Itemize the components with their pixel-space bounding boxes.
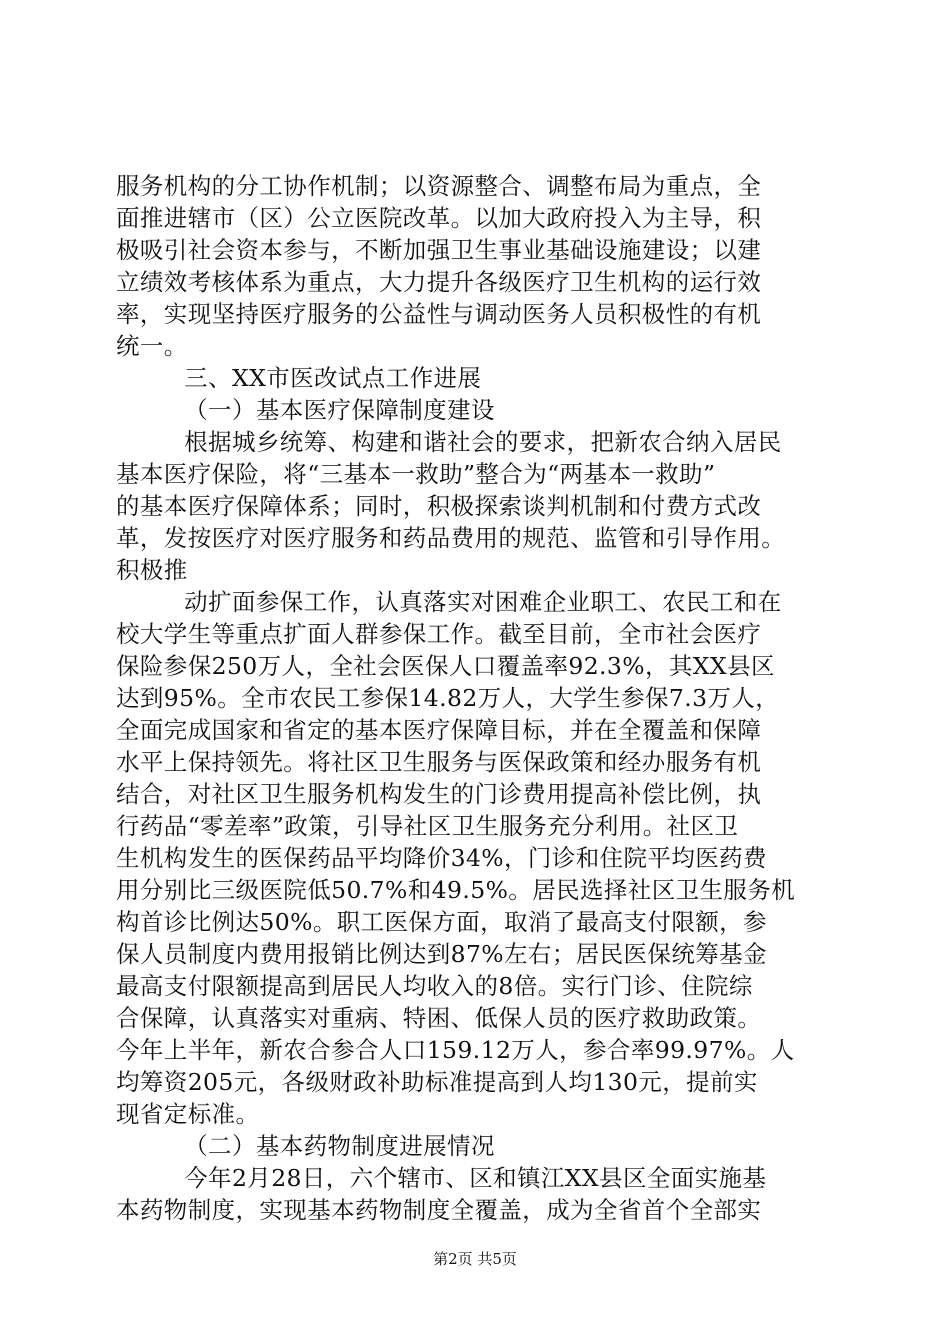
text-line: 的基本医疗保障体系；同时，积极探索谈判机制和付费方式改 — [116, 492, 762, 520]
text-line: 用分别比三级医院低50.7%和49.5%。居民选择社区卫生服务机 — [116, 876, 796, 904]
text-line: 面推进辖市（区）公立医院改革。以加大政府投入为主导，积 — [116, 204, 762, 232]
document-body — [116, 170, 846, 1226]
text-line: 保人员制度内费用报销比例达到87%左右；居民医保统筹基金 — [116, 940, 767, 968]
text-line: 水平上保持领先。将社区卫生服务与医保政策和经办服务有机 — [116, 748, 762, 776]
text-line: 最高支付限额提高到居民人均收入的8倍。实行门诊、住院综 — [116, 972, 753, 1000]
text-line: 校大学生等重点扩面人群参保工作。截至目前，全市社会医疗 — [116, 620, 762, 648]
text-line: 立绩效考核体系为重点，大力提升各级医疗卫生机构的运行效 — [116, 268, 762, 296]
text-line: 三、XX市医改试点工作进展 — [184, 364, 482, 392]
text-line: 合保障，认真落实对重病、特困、低保人员的医疗救助政策。 — [116, 1004, 762, 1032]
text-line: 根据城乡统筹、构建和谐社会的要求，把新农合纳入居民 — [184, 428, 782, 456]
text-line: 本药物制度，实现基本药物制度全覆盖，成为全省首个全部实 — [116, 1196, 762, 1224]
text-line: 行药品“零差率”政策，引导社区卫生服务充分利用。社区卫 — [116, 812, 739, 840]
text-line: 革，发按医疗对医疗服务和药品费用的规范、监管和引导作用。 — [116, 524, 786, 552]
text-line: 极吸引社会资本参与，不断加强卫生事业基础设施建设；以建 — [116, 236, 762, 264]
text-line: 今年上半年，新农合参合人口159.12万人，参合率99.97%。人 — [116, 1036, 795, 1064]
text-line: 构首诊比例达50%。职工医保方面，取消了最高支付限额，参 — [116, 908, 767, 936]
text-line: 服务机构的分工协作机制；以资源整合、调整布局为重点，全 — [116, 172, 762, 200]
text-line: 率，实现坚持医疗服务的公益性与调动医务人员积极性的有机 — [116, 300, 762, 328]
text-line: 达到95%。全市农民工参保14.82万人，大学生参保7.3万人， — [116, 684, 780, 712]
text-line: 保险参保250万人，全社会医保人口覆盖率92.3%，其XX县区 — [116, 652, 775, 680]
text-line: 动扩面参保工作，认真落实对困难企业职工、农民工和在 — [184, 588, 782, 616]
text-line: 今年2月28日，六个辖市、区和镇江XX县区全面实施基 — [184, 1164, 767, 1192]
text-line: （一）基本医疗保障制度建设 — [184, 396, 495, 424]
text-line: 结合，对社区卫生服务机构发生的门诊费用提高补偿比例，执 — [116, 780, 762, 808]
text-line: 统一。 — [116, 332, 188, 360]
text-line: 生机构发生的医保药品平均降价34%，门诊和住院平均医药费 — [116, 844, 767, 872]
text-line: 积极推 — [116, 556, 188, 584]
text-line: 现省定标准。 — [116, 1100, 260, 1128]
text-line: 均筹资205元，各级财政补助标准提高到人均130元，提前实 — [116, 1068, 758, 1096]
text-line: （二）基本药物制度进展情况 — [184, 1132, 495, 1160]
text-line: 全面完成国家和省定的基本医疗保障目标，并在全覆盖和保障 — [116, 716, 762, 744]
text-line: 基本医疗保险，将“三基本一救助”整合为“两基本一救助” — [116, 460, 716, 488]
page-footer: 第2页 共5页 — [433, 1250, 517, 1268]
